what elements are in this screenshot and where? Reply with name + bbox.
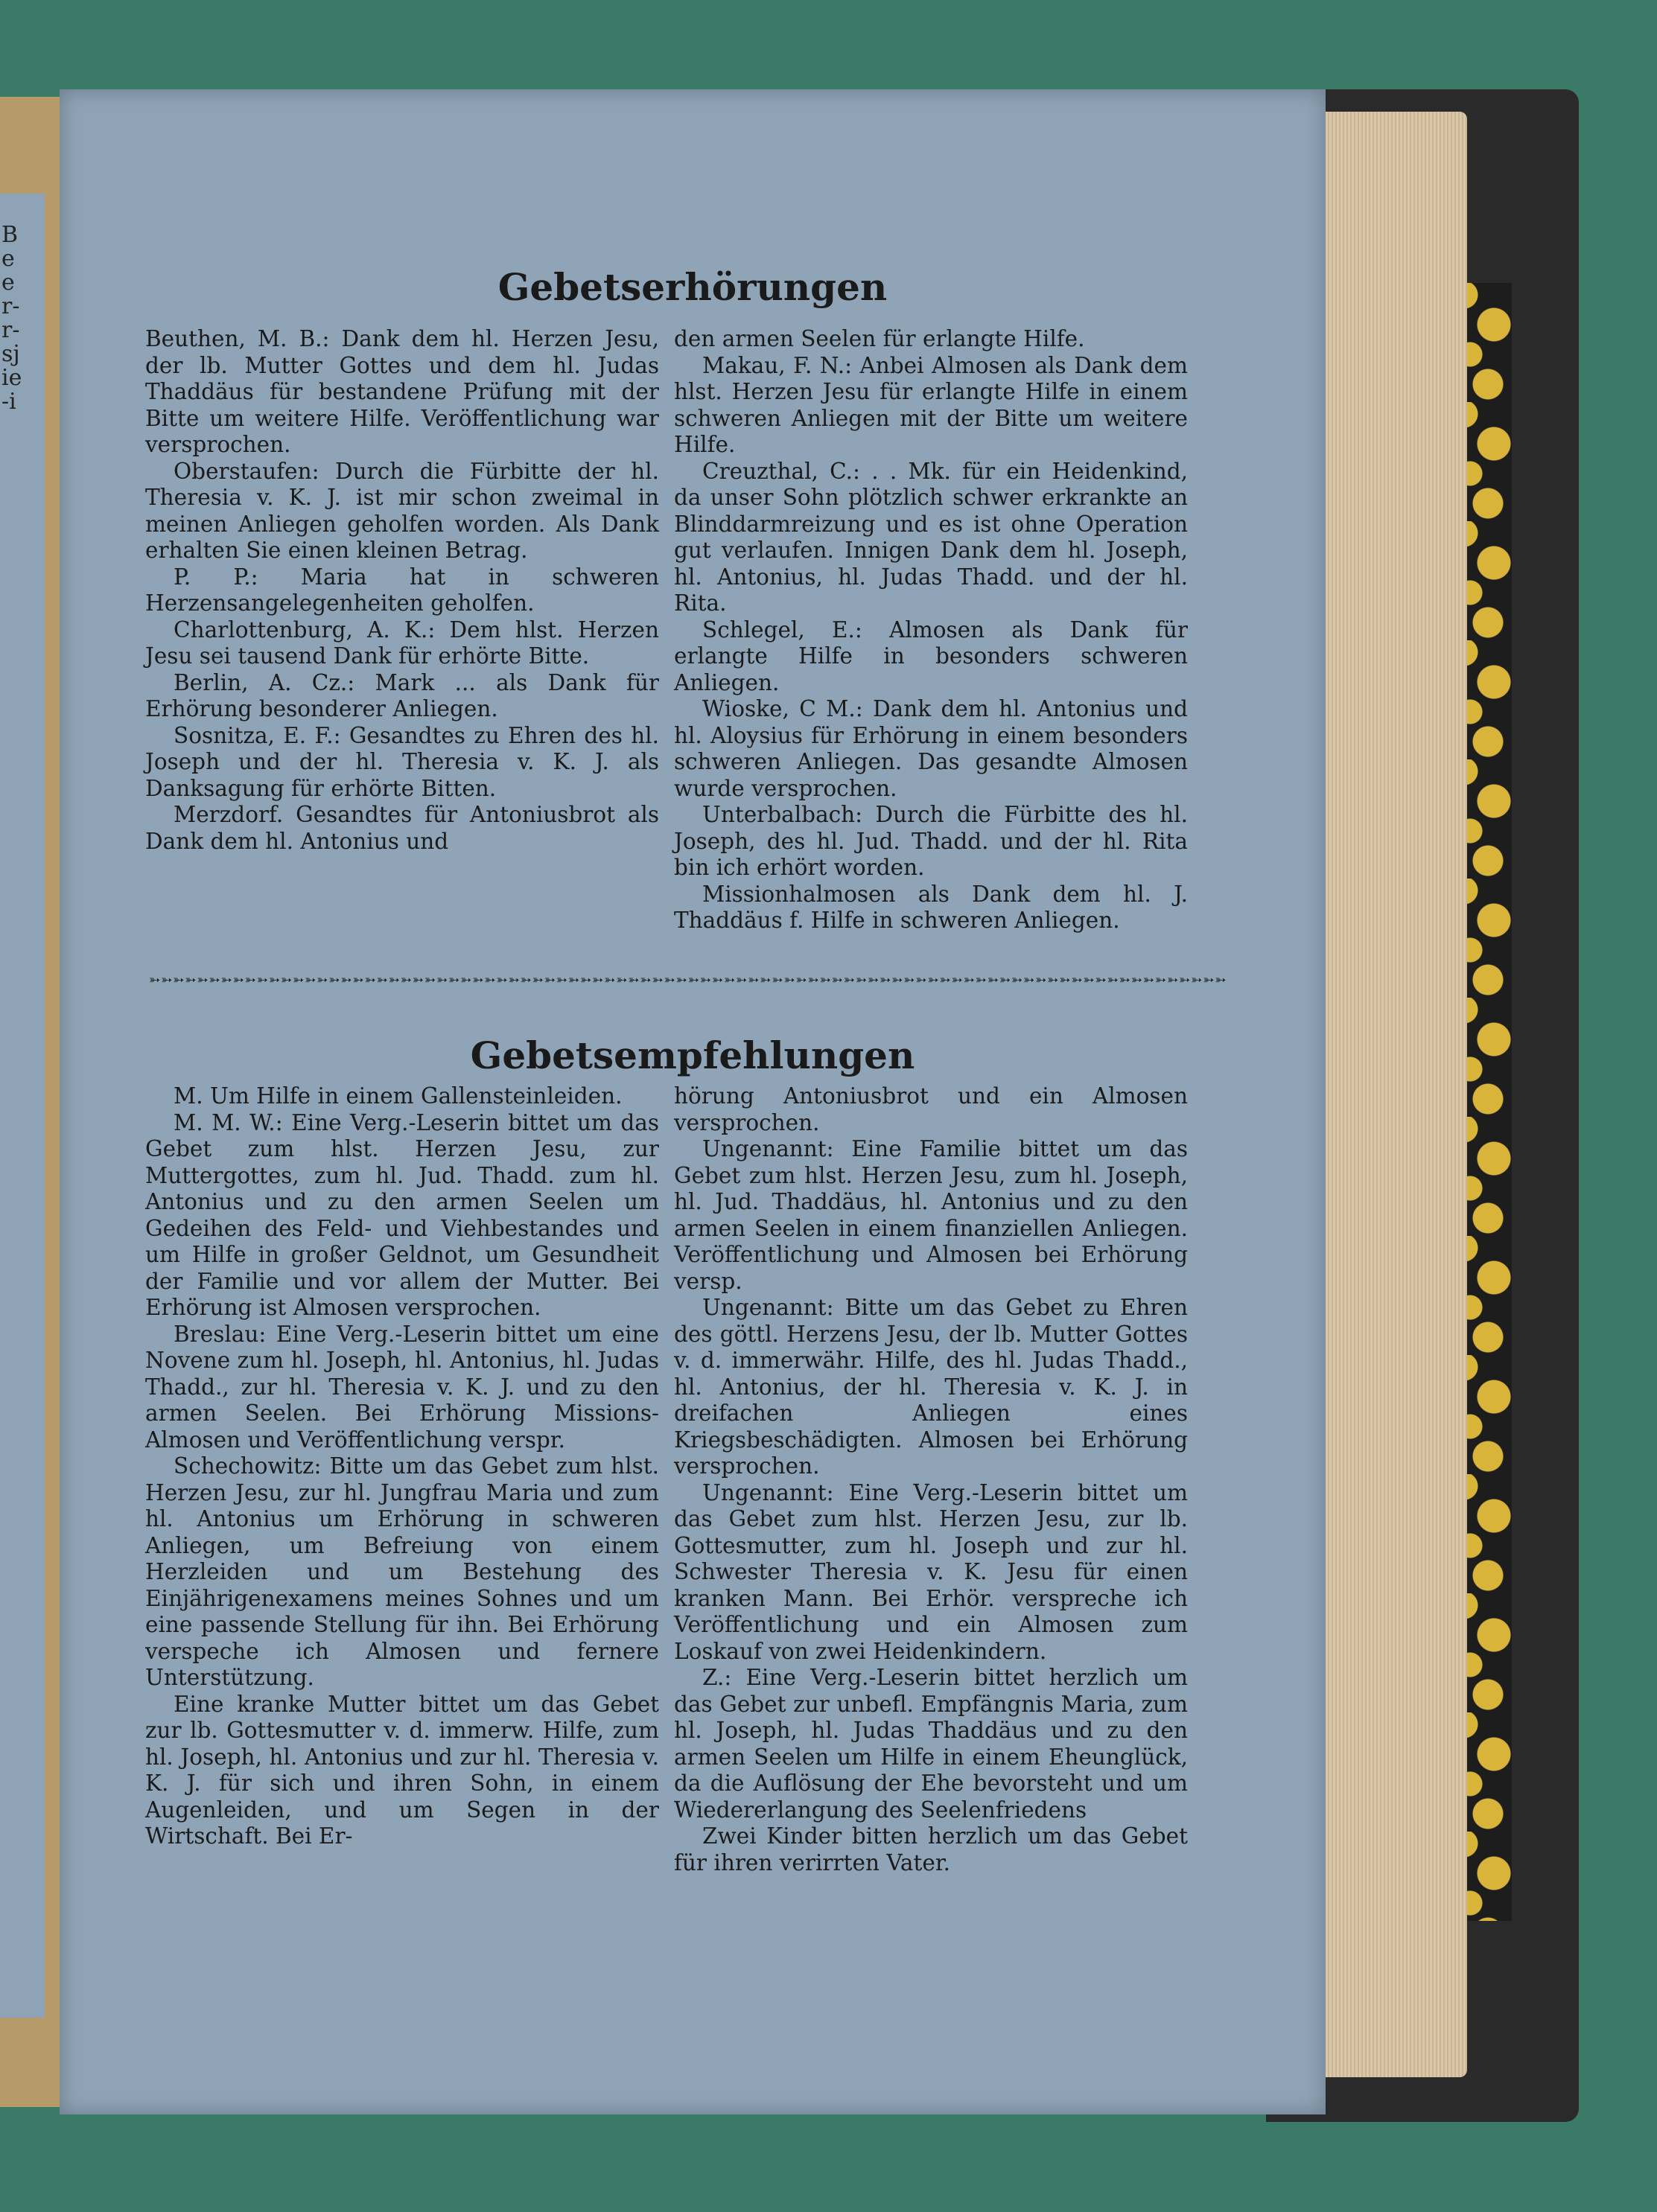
entry: Eine kranke Mutter bittet um das Gebet zur lb. Gottesmutter v. d. immerw. Hilfe, zum hl. Joseph, hl. Antonius und zur hl. Theresia v. K. J. für sich und ihren Sohn, in einem Augenleiden, und um Segen in der Wirtschaft. Bei Er- — [145, 1691, 659, 1849]
entry: Z.: Eine Verg.-Leserin bittet herzlich um das Gebet zur unbefl. Empfängnis Maria, zum hl. Joseph, hl. Judas Thaddäus und zu den armen Seelen um Hilfe in einem Eheunglück, da die Auflösung der Ehe bevorsteht und um Wiedererlangung des Seelenfriedens — [674, 1665, 1188, 1823]
entry: Zwei Kinder bitten herzlich um das Gebet für ihren verirrten Vater. — [674, 1823, 1188, 1875]
entry: M. Um Hilfe in einem Gallensteinleiden. — [174, 1083, 623, 1109]
entry: Breslau: Eine Verg.-Leserin bittet um eine Novene zum hl. Joseph, hl. Antonius, hl. Judas Thadd., zur hl. Theresia v. K. J. und zu den armen Seelen. Bei Erhörung Missions-Almosen und Veröffentlichung verspr. — [145, 1321, 659, 1453]
entry: den armen Seelen für erlangte Hilfe. — [674, 326, 1085, 351]
entry: Schlegel, E.: Almosen als Dank für erlangte Hilfe in besonders schweren Anliegen. — [674, 616, 1188, 695]
entry: Missionhalmosen als Dank dem hl. J. Thaddäus f. Hilfe in schweren Anliegen. — [674, 881, 1188, 933]
left-page-edge-text: Beer-r-sjie-i — [1, 222, 22, 415]
section-title-gebetsempfehlungen: Gebetsempfehlungen — [470, 1033, 915, 1077]
entry: Sosnitza, E. F.: Gesandtes zu Ehren des hl. Joseph und der hl. Theresia v. K. J. als Danksagung für erhörte Bitten. — [145, 722, 659, 801]
entry: M. M. W.: Eine Verg.-Leserin bittet um das Gebet zum hlst. Herzen Jesu, zur Muttergottes, zum hl. Jud. Thadd. zum hl. Antonius und zu den armen Seelen um Gedeihen des Feld- und Viehbestandes und um Hilfe in großer Geldnot, um Gesundheit der Familie und vor allem der Mutter. Bei Erhörung ist Almosen versprochen. — [145, 1109, 659, 1320]
entry: Unterbalbach: Durch die Fürbitte des hl. Joseph, des hl. Jud. Thadd. und der hl. Rita bin ich erhört worden. — [674, 802, 1188, 880]
entry: Wioske, C M.: Dank dem hl. Antonius und hl. Aloysius für Erhörung in einem besonders schweren Anliegen. Das gesandte Almosen wurde versprochen. — [674, 696, 1188, 801]
entry: Merzdorf. Gesandtes für Antoniusbrot als Dank dem hl. Antonius und — [145, 802, 659, 854]
entry: Makau, F. N.: Anbei Almosen als Dank dem hlst. Herzen Jesu für erlangte Hilfe in einem schweren Anliegen mit der Bitte um weitere Hilfe. — [674, 352, 1188, 457]
entry: Beuthen, M. B.: Dank dem hl. Herzen Jesu, der lb. Mutter Gottes und dem hl. Judas Thaddäus für bestandene Prüfung mit der Bitte um weitere Hilfe. Veröffentlichung war versprochen. — [145, 326, 659, 457]
entry: Ungenannt: Eine Familie bittet um das Gebet zum hlst. Herzen Jesu, zum hl. Joseph, hl. Jud. Thaddäus, hl. Antonius und zu den armen Seelen in einem finanziellen Anliegen. Veröffentlichung und Almosen bei Erhörung versp. — [674, 1136, 1188, 1294]
entry: Ungenannt: Bitte um das Gebet zu Ehren des göttl. Herzens Jesu, der lb. Mutter Gottes v. d. immerwähr. Hilfe, des hl. Judas Thadd., hl. Antonius, der hl. Theresia v. K. J. in dreifachen Anliegen eines Kriegsbeschädigten. Almosen bei Erhörung versprochen. — [674, 1295, 1188, 1479]
column-answered-left — [145, 326, 659, 855]
entry: Schechowitz: Bitte um das Gebet zum hlst. Herzen Jesu, zur hl. Jungfrau Maria und zum hl. Antonius um Erhörung in schweren Anliegen, um Befreiung von einem Herzleiden und um Bestehung des Einjährigenexamens meines Sohnes und um eine passende Stellung für ihn. Bei Erhörung verspeche ich Almosen und fernere Unterstützung. — [145, 1453, 659, 1690]
page-stack-edge — [1318, 112, 1467, 2077]
book-page — [60, 89, 1326, 2114]
entry: Charlottenburg, A. K.: Dem hlst. Herzen Jesu sei tausend Dank für erhörte Bitte. — [145, 616, 659, 669]
column-requests-right — [674, 1083, 1188, 1876]
entry: Creuzthal, C.: . . Mk. für ein Heidenkind, da unser Sohn plötzlich schwer erkrankte an Blinddarmreizung und es ist ohne Operation gut verlaufen. Innigen Dank dem hl. Joseph, hl. Antonius, hl. Judas Thadd. und der hl. Rita. — [674, 458, 1188, 616]
entry: Ungenannt: Eine Verg.-Leserin bittet um das Gebet zum hlst. Herzen Jesu, zur lb. Gottesmutter, zum hl. Joseph und zur hl. Schwester Theresia v. K. Jesu für einen kranken Mann. Bei Erhör. verspreche ich Veröffentlichung und ein Almosen zum Loskauf von zwei Heidenkindern. — [674, 1479, 1188, 1664]
entry: P. P.: Maria hat in schweren Herzensangelegenheiten geholfen. — [145, 564, 659, 616]
left-page-paper — [0, 194, 45, 2018]
entry: Oberstaufen: Durch die Fürbitte der hl. Theresia v. K. J. ist mir schon zweimal in meinen Anliegen geholfen worden. Als Dank erhalten Sie einen kleinen Betrag. — [145, 458, 659, 563]
column-requests-left — [145, 1083, 659, 1850]
section-title-gebetserhoerungen: Gebetserhörungen — [497, 265, 888, 309]
entry: hörung Antoniusbrot und ein Almosen versprochen. — [674, 1083, 1188, 1135]
ornamental-divider: ➳➳➳➳➳➳➳➳➳➳➳➳➳➳➳➳➳➳➳➳➳➳➳➳➳➳➳➳➳➳➳➳➳➳➳➳➳➳➳➳➳➳➳➳➳➳➳➳➳➳➳➳➳➳➳➳➳➳➳➳➳➳➳➳➳➳➳➳➳➳➳➳➳➳➳➳➳➳➳➳➳➳➳➳➳➳➳➳➳➳ — [149, 974, 1227, 987]
entry: Berlin, A. Cz.: Mark ... als Dank für Erhörung besonderer Anliegen. — [145, 669, 659, 721]
column-answered-right — [674, 326, 1188, 934]
